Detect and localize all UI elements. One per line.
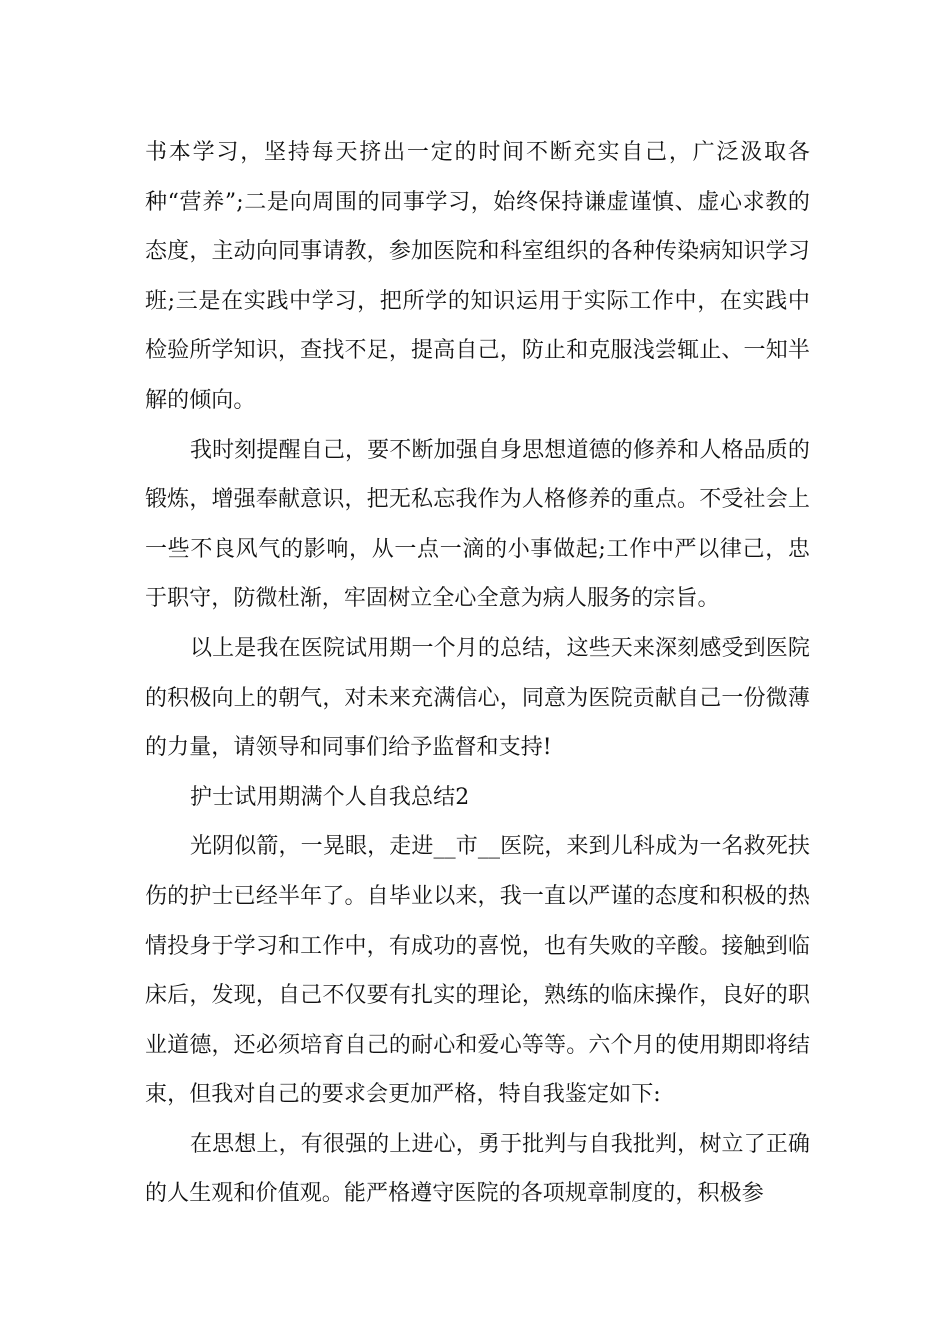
paragraph-summary-conclusion: 以上是我在医院试用期一个月的总结，这些天来深刻感受到医院的积极向上的朝气，对未来充满信心，同意为医院贡献自己一份微薄的力量，请领导和同事们给予监督和支持! (145, 635, 810, 761)
paragraph-introduction: 光阴似箭，一晃眼，走进__市__医院，来到儿科成为一名救死扶伤的护士已经半年了。自毕业以来，我一直以严谨的态度和积极的热情投身于学习和工作中，有成功的喜悦，也有失败的辛酸。接触到临床后，发现，自己不仅要有扎实的理论，熟练的临床操作，良好的职业道德，还必须培育自己的耐心和爱心等等。六个月的使用期即将结束，但我对自己的要求会更加严格，特自我鉴定如下: (145, 834, 810, 1108)
paragraph-self-cultivation: 我时刻提醒自己，要不断加强自身思想道德的修养和人格品质的锻炼，增强奉献意识，把无私忘我作为人格修养的重点。不受社会上一些不良风气的影响，从一点一滴的小事做起;工作中严以律己，忠于职守，防微杜渐，牢固树立全心全意为病人服务的宗旨。 (145, 437, 810, 612)
document-body (145, 128, 810, 1219)
section-heading: 护士试用期满个人自我总结2 (190, 784, 470, 810)
paragraph-continuation: 书本学习，坚持每天挤出一定的时间不断充实自己，广泛汲取各种“营养”;二是向周围的同事学习，始终保持谦虚谨慎、虚心求教的态度，主动向同事请教，参加医院和科室组织的各种传染病知识学习班;三是在实践中学习，把所学的知识运用于实际工作中，在实践中检验所学知识，查找不足，提高自己，防止和克服浅尝辄止、一知半解的倾向。 (145, 140, 810, 413)
paragraph-ideology: 在思想上，有很强的上进心，勇于批判与自我批判，树立了正确的人生观和价值观。能严格遵守医院的各项规章制度的，积极参 (145, 1131, 810, 1207)
